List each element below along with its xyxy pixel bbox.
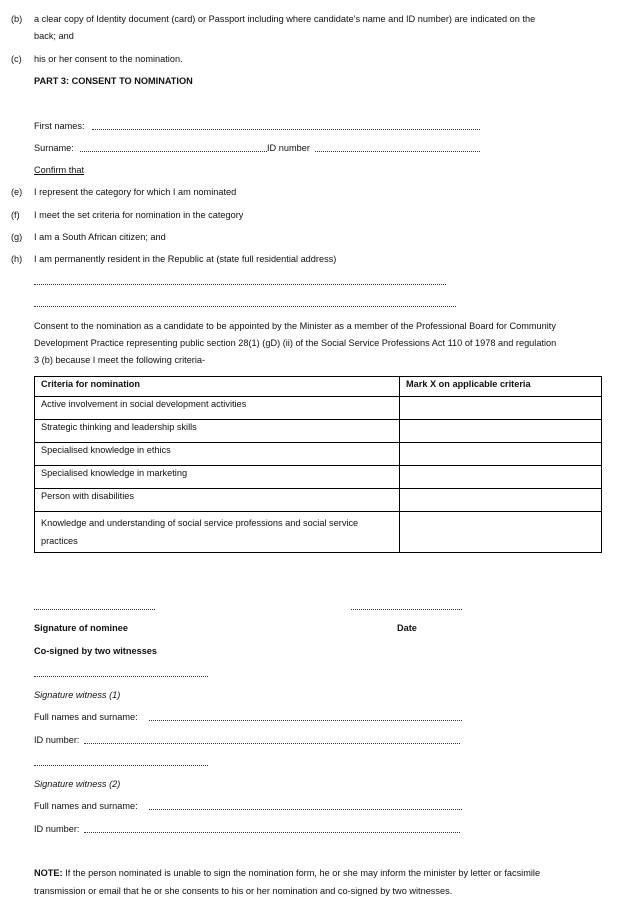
surname-label: Surname: (34, 143, 74, 153)
item-e-text: I represent the category for which I am nominated (34, 187, 237, 197)
header-criteria: Criteria for nomination (35, 377, 400, 397)
item-f-label: (f) (11, 210, 20, 220)
criteria-cell: Specialised knowledge in ethics (35, 443, 400, 466)
consent-text-line3: 3 (b) because I meet the following criteria- (34, 355, 206, 365)
item-b-text-continued: back; and (34, 31, 74, 41)
table-row (35, 512, 602, 553)
signature-of-nominee-label: Signature of nominee (34, 623, 128, 633)
confirm-that: Confirm that (34, 165, 85, 175)
table-row (35, 420, 602, 443)
note-text-line2: transmission or email that he or she consents to his or her nomination and co-signed by two witnesses. (34, 886, 453, 896)
witness2-signature-line[interactable] (34, 765, 208, 766)
id-number-field[interactable] (315, 151, 480, 152)
date-line[interactable] (351, 609, 462, 610)
address-line-1[interactable] (34, 284, 446, 285)
criteria-cell: Person with disabilities (35, 489, 400, 512)
note-line1 (34, 868, 540, 878)
mark-cell[interactable] (400, 489, 602, 512)
item-f-text: I meet the set criteria for nomination in the category (34, 210, 244, 220)
mark-cell[interactable] (400, 466, 602, 489)
witness1-id-label: ID number: (34, 735, 80, 745)
table-row (35, 466, 602, 489)
item-b-text: a clear copy of Identity document (card) or Passport including where candidate's name and ID number) are indicated on the (34, 14, 536, 24)
id-number-label: ID number (267, 143, 310, 153)
mark-cell[interactable] (400, 443, 602, 466)
criteria-table (34, 376, 602, 553)
witness2-id-field[interactable] (84, 832, 460, 833)
item-c-label: (c) (11, 54, 22, 64)
witness1-id-field[interactable] (84, 743, 460, 744)
table-row (35, 443, 602, 466)
criteria-cell: Active involvement in social development activities (35, 397, 400, 420)
item-h-text: I am permanently resident in the Republic at (state full residential address) (34, 254, 337, 264)
mark-cell[interactable] (400, 512, 602, 553)
cosigned-label: Co-signed by two witnesses (34, 646, 158, 656)
part3-heading: PART 3: CONSENT TO NOMINATION (34, 76, 193, 86)
first-names-field[interactable] (92, 129, 480, 130)
table-row (35, 489, 602, 512)
criteria-cell: Knowledge and understanding of social service professions and social service practices (35, 512, 400, 553)
witness1-full-names-field[interactable] (149, 720, 462, 721)
nominee-signature-line[interactable] (34, 609, 155, 610)
witness1-signature-line[interactable] (34, 676, 208, 677)
item-g-label: (g) (11, 232, 23, 242)
witness2-full-names-label: Full names and surname: (34, 801, 138, 811)
witness1-label: Signature witness (1) (34, 690, 121, 700)
header-mark: Mark X on applicable criteria (400, 377, 602, 397)
first-names-label: First names: (34, 121, 85, 131)
date-label: Date (397, 623, 417, 633)
mark-cell[interactable] (400, 420, 602, 443)
item-c-text: his or her consent to the nomination. (34, 54, 183, 64)
item-h-label: (h) (11, 254, 23, 264)
table-row (35, 397, 602, 420)
witness2-full-names-field[interactable] (149, 809, 462, 810)
table-header-row (35, 377, 602, 397)
criteria-cell: Strategic thinking and leadership skills (35, 420, 400, 443)
surname-field[interactable] (80, 151, 267, 152)
witness2-label: Signature witness (2) (34, 779, 121, 789)
consent-text-line2: Development Practice representing public section 28(1) (gD) (ii) of the Social Service Professions Act 110 of 1978 and regulation (34, 338, 557, 348)
item-g-text: I am a South African citizen; and (34, 232, 166, 242)
criteria-cell: Specialised knowledge in marketing (35, 466, 400, 489)
consent-text: Consent to the nomination as a candidate to be appointed by the Minister as a member of the Professional Board for Community (34, 321, 556, 331)
note-text: If the person nominated is unable to sign the nomination form, he or she may inform the minister by letter or facsimile (65, 868, 541, 878)
item-b-label: (b) (11, 14, 23, 24)
witness1-full-names-label: Full names and surname: (34, 712, 138, 722)
note-label: NOTE: (34, 868, 63, 878)
mark-cell[interactable] (400, 397, 602, 420)
item-e-label: (e) (11, 187, 23, 197)
witness2-id-label: ID number: (34, 824, 80, 834)
address-line-2[interactable] (34, 306, 456, 307)
